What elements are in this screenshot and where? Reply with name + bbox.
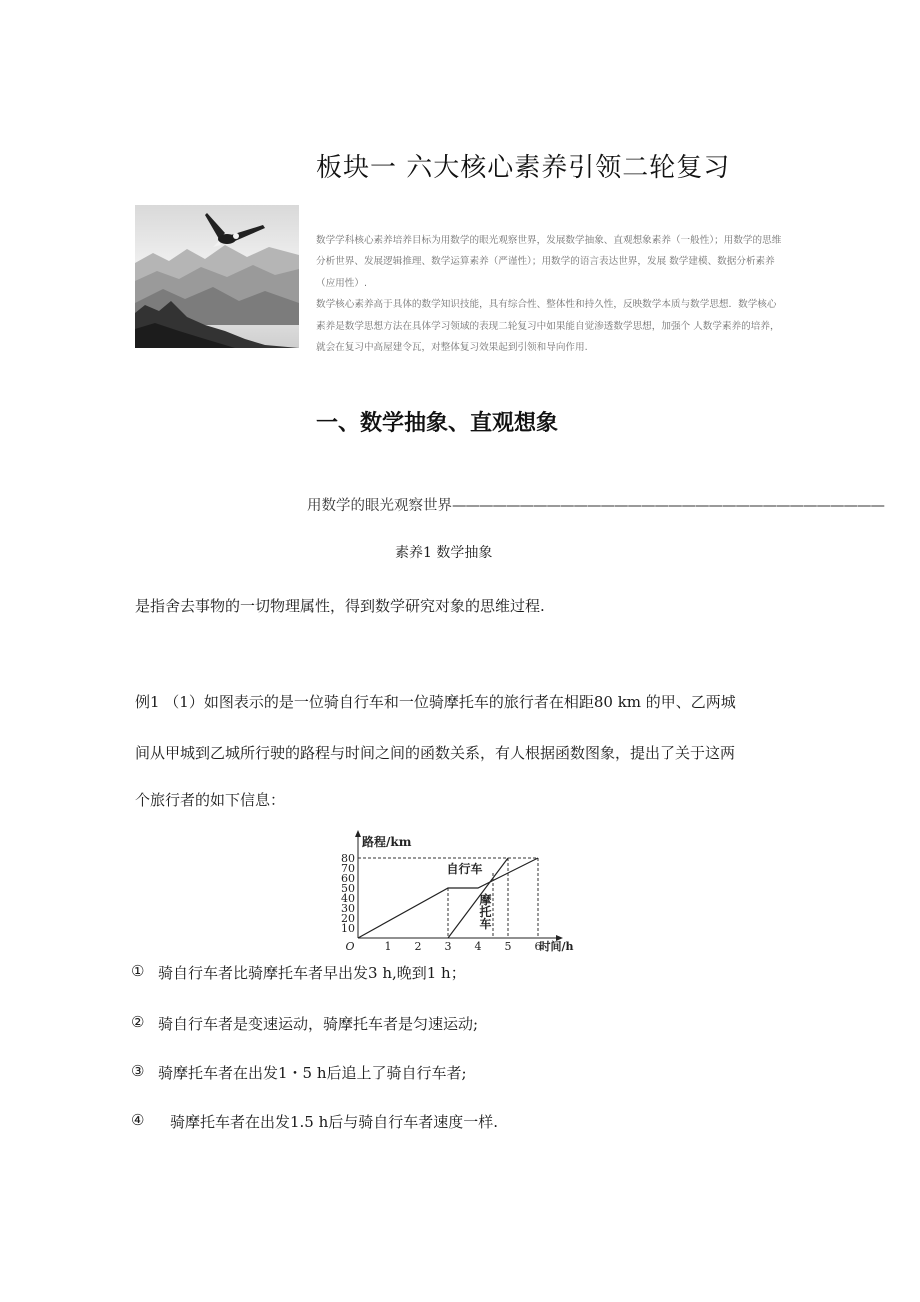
x-tick-label: 2: [414, 940, 422, 953]
option-2-text: 骑自行车者是变速运动，骑摩托车者是匀速运动;: [158, 1015, 479, 1033]
y-tick-label: 40: [341, 892, 355, 905]
option-4-number: ④: [131, 1111, 145, 1129]
example-line-2: 间从甲城到乙城所行驶的路程与时间之间的函数关系，有人根据函数图象，提出了关于这两: [135, 744, 736, 762]
definition-text: 是指舍去事物的一切物理属性，得到数学研究对象的思维过程.: [135, 597, 545, 615]
intro-paragraph-1: 数学学科核心素养培养目标为用数学的眼光观察世界，发展数学抽象、直观想象素养（一般性）；用数学的思维分析世界、发展逻辑推理、数学运算素养（严谨性）；用数学的语言表达世界，发展 数学建模、数据分析素养（应用性）.: [316, 235, 782, 289]
x-tick-label: 6: [534, 940, 542, 953]
section-subtitle: [307, 494, 884, 515]
motorcycle-label-char: 车: [479, 917, 492, 931]
x-tick-label: 1: [384, 940, 392, 953]
example-line-1: 例1 （1）如图表示的是一位骑自行车和一位骑摩托车的旅行者在相距80 km 的甲、乙两城: [135, 693, 736, 711]
y-tick-label: 30: [341, 902, 355, 915]
x-axis-label: 时间/h: [539, 940, 574, 953]
option-2-number: ②: [131, 1013, 145, 1031]
x-tick-label: 5: [504, 940, 512, 953]
option-3-number: ③: [131, 1062, 145, 1080]
suyang-heading: 素养1 数学抽象: [395, 545, 493, 561]
y-axis-label: 路程/km: [362, 835, 412, 849]
origin-label: O: [345, 940, 355, 953]
distance-time-chart: [325, 826, 585, 966]
option-3-text: 骑摩托车者在出发1・5 h后追上了骑自行车者;: [158, 1064, 467, 1082]
subtitle-text: 用数学的眼光观察世界: [307, 498, 452, 514]
option-1-number: ①: [131, 962, 145, 980]
eagle-mountain-image: [135, 205, 299, 348]
x-tick-label: 3: [444, 940, 452, 953]
motorcycle-label-char: 托: [479, 905, 492, 919]
page-title: 板块一 六大核心素养引领二轮复习: [316, 153, 731, 183]
example-line-3: 个旅行者的如下信息：: [135, 791, 286, 809]
intro-paragraph-2: 数学核心素养高于具体的数学知识技能，具有综合性、整体性和持久性，反映数学本质与数学思想．数学核心素养是数学思想方法在具体学习领域的表现二轮复习中如果能自觉渗透数学思想，加强个 人数学素养的培养，就会在复习中高屋建令瓦，对整体复习效果起到引领和导向作用.: [316, 299, 780, 354]
y-tick-label: 50: [341, 882, 355, 895]
y-tick-label: 10: [341, 922, 355, 935]
y-tick-label: 70: [341, 862, 355, 875]
section-title: 一、数学抽象、直观想象: [316, 411, 559, 436]
x-tick-label: 4: [474, 940, 482, 953]
motorcycle-label-char: 摩: [479, 893, 492, 907]
option-4-text: 骑摩托车者在出发1.5 h后与骑自行车者速度一样.: [170, 1113, 499, 1131]
y-tick-label: 80: [341, 852, 355, 865]
y-tick-label: 20: [341, 912, 355, 925]
y-tick-label: 60: [341, 872, 355, 885]
y-axis-arrow: [355, 830, 361, 837]
option-1-text: 骑自行车者比骑摩托车者早出发3 h,晚到1 h；: [158, 964, 466, 982]
subtitle-dashes: ————————————————————————————————: [452, 498, 884, 514]
bicycle-label: 自行车: [446, 862, 483, 876]
intro-text: [316, 230, 786, 358]
